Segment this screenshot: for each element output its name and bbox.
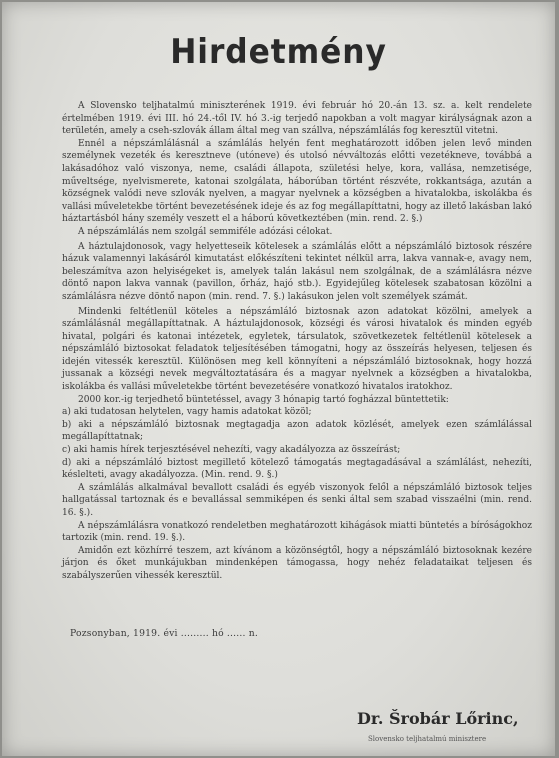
paragraph: A Slovensko teljhatalmú miniszterének 1919. évi február hó 20.-án 13. sz. a. kelt rendelete értelmében 1919. évi III. hó 24.-től IV. hó 3.-ig terjedő napokban a volt magyar királyságnak azon a területén, amely a cseh-szlovák állam által meg van szállva, népszámlálás fog keresztül vitetni. [62,101,532,137]
paragraph: A háztulajdonosok, vagy helyetteseik kötelesek a számlálás előtt a népszámláló biztosok részére házuk valamennyi lakásáról kimutatást előkészíteni tekintet nélkül arra, lakva vannak-e, avagy nem, beleszámítva azon helyiségeket is, amelyek talán lakásul nem szolgálnak, de a számlálásra nézve döntő napon lakva vannak (pavillon, őrház, hajó stb.). Egyidejűleg kötelesek szabatosan közölni a számlálásra nézve döntő napon (min. rend. 7. §.) lakásukon jelen volt személyek számát. [62,241,532,302]
paragraph: A népszámlálás nem szolgál semmiféle adózási célokat. [78,226,333,237]
paragraph: A számlálás alkalmával bevallott családi és egyéb viszonyok felől a népszámláló biztosok teljes hallgatással tartoznak és e bevallással semmiképen és senki által sem szabad visszaélni (min. rend. 16. §.). [62,482,532,518]
signature: Dr. Šrobár Lőrinc, [357,709,519,728]
paragraph: Amidőn ezt közhírré teszem, azt kívánom a közönségtől, hogy a népszámláló biztosoknak kezére járjon és őket munkájukban mindenképen támogassa, hogy nehéz feladataikat teljesen és szabályszerűen vihessék keresztül. [62,545,532,581]
paragraph: Ennél a népszámlálásnál a számlálás helyén fent meghatározott időben jelen levő minden személynek vezeték és keresztneve (utóneve) és utolsó névváltozás előtti vezetékneve, továbbá a lakásadóhoz való viszonya, neme, családi állapota, születési helye, kora, vallása, nemzetisége, műveltsége, nyelvismerete, katonai szolgálata, háborúban történt részvéte, rokkantsága, azután a községnek valódi neve szlovák nyelven, a magyar nyelvnek a községben a hivatalokba, iskolákba és vallási műveletekbe történt bevezetésének ideje és az fog megállapíttatni, hogy az illető lakásban lakó háztartásból hány személy veszett el a háború következtében (min. rend. 2. §.) [62,138,532,225]
signature-title: Slovensko teljhatalmú minisztere [368,735,487,743]
notice-body [62,100,532,583]
penalty-item: d) aki a népszámláló biztost megillető kötelező támogatás megtagadásával a számlálást, nehezíti, késlelteti, avagy akadályozza. (Min. rend. 9. §.) [62,457,532,481]
paragraph: A népszámlálásra vonatkozó rendeletben meghatározott kihágások miatti büntetés a bíróságokhoz tartozik (min. rend. 19. §.). [62,520,532,544]
penalty-item: c) aki hamis hírek terjesztésével nehezíti, vagy akadályozza az összeírást; [62,445,401,456]
penalty-item: b) aki a népszámláló biztosnak megtagadja azon adatok közlését, amelyek ezen számlálással megállapíttatnak; [62,419,532,443]
paragraph: 2000 kor.-ig terjedhető büntetéssel, avagy 3 hónapig tartó fogházzal büntettetik: [78,394,449,405]
penalty-item: a) aki tudatosan helytelen, vagy hamis adatokat közöl; [62,407,312,418]
dateline: Pozsonyban, 1919. évi ......... hó ...... n. [70,628,259,639]
paragraph: Mindenki feltétlenül köteles a népszámláló biztosnak azon adatokat közölni, amelyek a számlálásnál megállapíttatnak. A háztulajdonosok, községi és városi hivatalok és minden egyéb hivatal, polgári és katonai intézetek, egyletek, társulatok, szövetkezetek feltétlenül kötelesek a népszámláló biztosokat feladatok teljesítésében támogatni, hogy az összeírás helyesen, teljesen és idején vitessék keresztül. Különösen meg kell könnyíteni a népszámláló biztosoknak, hogy hozzá jussanak a községi nevek megváltoztatására és a magyar nyelvnek a községben a hivatalokba, iskolákba és vallási műveletekbe történt bevezetésére vonatkozó hivatalos iratokhoz. [62,306,532,393]
notice-title: Hirdetmény [170,32,387,72]
notice-sheet [2,2,555,756]
